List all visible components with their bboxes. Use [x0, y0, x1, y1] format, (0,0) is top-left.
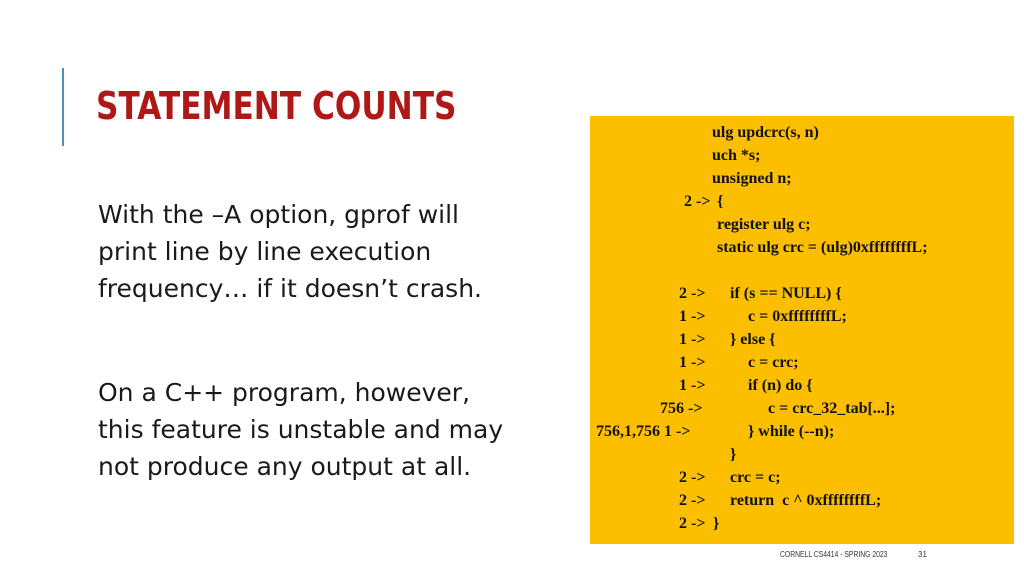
code-text: register ulg c; — [717, 216, 811, 233]
paragraph-line: frequency… if it doesn’t crash. — [98, 274, 482, 303]
paragraph-line: print line by line execution — [98, 237, 432, 266]
code-text: } else { — [730, 331, 776, 348]
code-count: 1 -> — [679, 331, 706, 348]
paragraph-cpp-warning — [98, 374, 503, 485]
page-number: 31 — [918, 550, 927, 559]
code-text: return c ^ 0xffffffffL; — [730, 492, 882, 509]
code-listing-box — [590, 116, 1014, 544]
paragraph-line: On a C++ program, however, — [98, 378, 471, 407]
code-text: static ulg crc = (ulg)0xffffffffL; — [717, 239, 928, 256]
code-count: 2 -> — [679, 515, 706, 532]
code-count: 756 -> — [660, 400, 703, 417]
code-text: c = 0xffffffffL; — [748, 308, 847, 325]
code-count: 2 -> — [679, 492, 706, 509]
code-text: { — [717, 193, 724, 210]
code-text: c = crc; — [748, 354, 799, 371]
code-text: } — [713, 515, 720, 532]
code-text: if (n) do { — [748, 377, 813, 394]
code-text: uch *s; — [712, 147, 761, 164]
slide-title: STATEMENT COUNTS — [96, 84, 457, 128]
code-text: if (s == NULL) { — [730, 285, 842, 302]
title-accent-bar — [62, 68, 64, 146]
code-text: } — [730, 446, 737, 463]
code-text: crc = c; — [730, 469, 781, 486]
paragraph-line: With the –A option, gprof will — [98, 200, 459, 229]
paragraph-line: this feature is unstable and may — [98, 415, 504, 444]
code-count: 1 -> — [679, 308, 706, 325]
code-count: 1 -> — [679, 354, 706, 371]
footer-course-label: CORNELL CS4414 - SPRING 2023 — [780, 550, 888, 559]
code-count: 2 -> — [679, 469, 706, 486]
code-count: 2 -> — [679, 285, 706, 302]
code-text: c = crc_32_tab[...]; — [768, 400, 896, 417]
code-text: } while (--n); — [748, 423, 835, 440]
code-count: 2 -> — [684, 193, 711, 210]
paragraph-gprof-option — [98, 196, 482, 307]
code-count: 756,1,756 1 -> — [596, 423, 691, 440]
code-text: unsigned n; — [712, 170, 792, 187]
paragraph-line: not produce any output at all. — [98, 452, 472, 481]
code-text: ulg updcrc(s, n) — [712, 124, 819, 141]
code-count: 1 -> — [679, 377, 706, 394]
